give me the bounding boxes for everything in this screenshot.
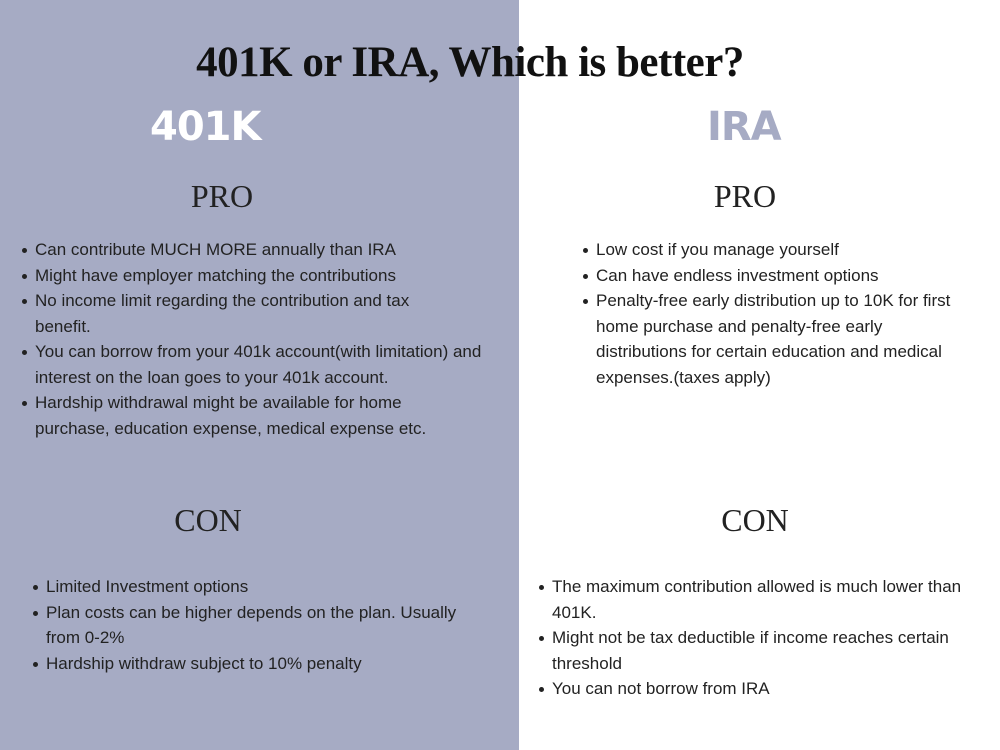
ira-pro-list bbox=[583, 237, 958, 390]
list-item: Can contribute MUCH MORE annually than IRA bbox=[22, 237, 492, 263]
list-item: You can borrow from your 401k account(with limitation) and interest on the loan goes to your 401k account. bbox=[22, 339, 492, 390]
list-item: Limited Investment options bbox=[33, 574, 473, 600]
list-item: The maximum contribution allowed is much lower than 401K. bbox=[539, 574, 972, 625]
list-item: Hardship withdrawal might be available for home purchase, education expense, medical expense etc. bbox=[22, 390, 465, 441]
list-item: Might not be tax deductible if income reaches certain threshold bbox=[539, 625, 989, 676]
ira-con-list bbox=[539, 574, 989, 702]
list-item: Can have endless investment options bbox=[583, 263, 958, 289]
401k-pro-list bbox=[22, 237, 492, 441]
401k-con-label: CON bbox=[174, 502, 242, 538]
list-item: Plan costs can be higher depends on the plan. Usually from 0-2% bbox=[33, 600, 466, 651]
ira-pro-label: PRO bbox=[713, 178, 777, 214]
ira-con-label: CON bbox=[721, 502, 789, 538]
list-item: Might have employer matching the contributions bbox=[22, 263, 492, 289]
page-title: 401K or IRA, Which is better? bbox=[196, 39, 744, 86]
401k-heading: 401K bbox=[150, 104, 261, 150]
ira-heading: IRA bbox=[707, 104, 781, 150]
list-item: You can not borrow from IRA bbox=[539, 676, 989, 702]
list-item: Low cost if you manage yourself bbox=[583, 237, 958, 263]
list-item: Penalty-free early distribution up to 10K for first home purchase and penalty-free early distributions for certain education and medical expenses.(taxes apply) bbox=[583, 288, 958, 390]
401k-con-list bbox=[33, 574, 473, 676]
401k-pro-label: PRO bbox=[190, 178, 254, 214]
list-item: Hardship withdraw subject to 10% penalty bbox=[33, 651, 473, 677]
list-item: No income limit regarding the contribution and tax benefit. bbox=[22, 288, 455, 339]
